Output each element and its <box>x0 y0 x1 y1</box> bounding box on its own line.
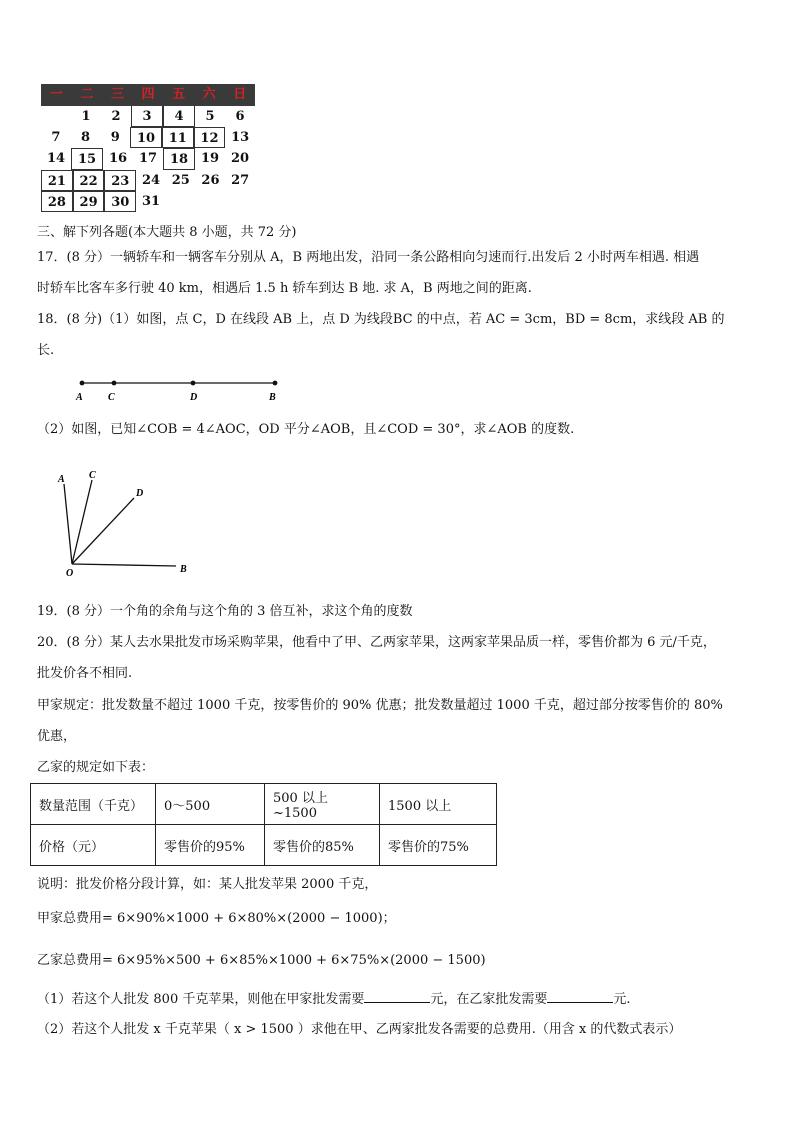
label-o: O <box>66 568 74 579</box>
day-cell: 6 <box>235 109 245 124</box>
point-c <box>112 381 117 386</box>
point-d <box>191 381 196 386</box>
q20-yi-formula: 乙家总费用= 6×95%×500 + 6×85%×1000 + 6×75%×(2000 − 1500) <box>37 953 486 968</box>
label-d: D <box>190 392 198 403</box>
day-cell: 7 <box>51 130 61 146</box>
weekday-label: 六 <box>202 87 216 102</box>
q20-sub1-text-a: （1）若这个人批发 800 千克苹果，则他在甲家批发需要 <box>37 992 365 1007</box>
day-cell: 27 <box>231 172 250 188</box>
day-cell <box>196 191 226 212</box>
day-cell: 1 <box>81 109 91 124</box>
calendar-row <box>41 106 255 127</box>
table-cell: 零售价的95% <box>156 825 265 866</box>
ray-ob <box>72 564 176 566</box>
answer-blank-jia[interactable] <box>364 990 430 1003</box>
q19-line: 19．(8 分）一个角的余角与这个角的 3 倍互补，求这个角的度数 <box>37 604 413 619</box>
day-cell <box>166 191 196 212</box>
day-cell: 30 <box>104 191 136 212</box>
label-b: B <box>180 564 187 575</box>
table-cell: 零售价的85% <box>265 825 380 866</box>
day-cell: 4 <box>163 106 195 127</box>
day-cell <box>225 191 255 212</box>
calendar <box>41 84 255 212</box>
answer-blank-yi[interactable] <box>547 990 613 1003</box>
table-cell: 500 以上~1500 <box>265 784 380 825</box>
table-cell: 零售价的75% <box>380 825 497 866</box>
day-cell: 9 <box>110 130 120 146</box>
day-cell: 18 <box>163 148 195 169</box>
label-a: A <box>58 474 65 485</box>
day-cell: 10 <box>130 127 162 148</box>
day-cell: 24 <box>141 172 161 188</box>
weekday-label: 三 <box>110 87 124 102</box>
q20-sub2: （2）若这个人批发 x 千克苹果（ x > 1500 ）求他在甲、乙两家批发各需要的总费用.（用含 x 的代数式表示） <box>37 1022 682 1037</box>
segment-figure <box>60 372 300 406</box>
q20-sub1-text-c: 元. <box>613 992 631 1007</box>
point-b <box>273 381 278 386</box>
q18-part2: （2）如图，已知∠COB = 4∠AOC，OD 平分∠AOB，且∠COD = 30°，求∠AOB 的度数. <box>37 422 575 437</box>
table-row <box>31 825 497 866</box>
weekday-label: 日 <box>233 87 247 102</box>
calendar-row <box>41 191 255 212</box>
q18-line2: 长. <box>37 343 55 358</box>
day-cell <box>41 106 71 127</box>
weekday-label: 二 <box>80 87 94 102</box>
day-cell: 8 <box>81 130 91 146</box>
q20-note: 说明：批发价格分段计算，如：某人批发苹果 2000 千克， <box>37 877 378 892</box>
q20-sub1 <box>37 990 631 1009</box>
label-b: B <box>269 392 276 403</box>
day-cell: 12 <box>194 127 226 148</box>
table-cell: 0～500 <box>156 784 265 825</box>
ray-oa <box>64 484 72 564</box>
angle-figure <box>52 466 202 580</box>
table-row <box>31 784 497 825</box>
q20-jia-rule-2: 优惠， <box>37 729 77 744</box>
calendar-row <box>41 170 255 191</box>
label-c: C <box>108 392 115 403</box>
day-cell: 3 <box>131 106 163 127</box>
day-cell: 31 <box>141 193 161 209</box>
day-cell: 29 <box>73 191 105 212</box>
calendar-header <box>41 84 255 106</box>
q20-line1: 20．(8 分）某人去水果批发市场采购苹果，他看中了甲、乙两家苹果，这两家苹果品质一样，零售价都为 6 元/千克， <box>37 635 716 650</box>
day-cell: 16 <box>108 151 128 167</box>
day-cell: 14 <box>46 151 66 167</box>
weekday-label: 五 <box>172 87 186 102</box>
table-cell: 数量范围（千克） <box>31 784 156 825</box>
weekday-label: 一 <box>49 87 63 102</box>
q20-line2: 批发价各不相同. <box>37 666 133 681</box>
label-a: A <box>76 392 83 403</box>
day-cell: 22 <box>73 170 105 191</box>
day-cell: 20 <box>230 151 250 167</box>
ray-oc <box>72 480 92 564</box>
day-cell: 19 <box>200 151 220 167</box>
day-cell: 13 <box>231 130 250 146</box>
q17-line1: 17．(8 分）一辆轿车和一辆客车分别从 A，B 两地出发，沿同一条公路相向匀速而行.出发后 2 小时两车相遇. 相遇 <box>37 250 700 265</box>
price-table <box>30 783 497 866</box>
day-cell: 2 <box>111 109 121 124</box>
label-d: D <box>136 488 144 499</box>
calendar-row <box>41 127 255 148</box>
day-cell: 15 <box>71 148 103 169</box>
day-cell: 11 <box>162 127 194 148</box>
q20-yi-intro: 乙家的规定如下表： <box>37 760 155 775</box>
weekday-label: 四 <box>141 87 155 102</box>
day-cell: 26 <box>201 172 220 188</box>
table-cell: 1500 以上 <box>380 784 497 825</box>
day-cell: 28 <box>41 191 73 212</box>
calendar-row <box>41 148 255 169</box>
day-cell: 25 <box>171 172 190 188</box>
table-cell: 价格（元） <box>31 825 156 866</box>
day-cell: 23 <box>104 170 136 191</box>
ray-od <box>72 498 134 564</box>
section-heading: 三、解下列各题(本大题共 8 小题，共 72 分) <box>37 225 297 240</box>
q20-sub1-text-b: 元，在乙家批发需要 <box>430 992 548 1007</box>
q20-jia-formula: 甲家总费用= 6×90%×1000 + 6×80%×(2000 − 1000)； <box>37 911 396 926</box>
label-c: C <box>89 470 96 481</box>
q17-line2: 时轿车比客车多行驶 40 km，相遇后 1.5 h 轿车到达 B 地. 求 A，B 两地之间的距离. <box>37 281 532 296</box>
q20-jia-rule-1: 甲家规定：批发数量不超过 1000 千克，按零售价的 90% 优惠；批发数量超过 1000 千克，超过部分按零售价的 80% <box>37 698 723 713</box>
day-cell: 21 <box>41 170 73 191</box>
day-cell: 5 <box>205 109 215 124</box>
point-a <box>80 381 85 386</box>
q18-line1: 18．(8 分)（1）如图，点 C，D 在线段 AB 上，点 D 为线段BC 的中点，若 AC = 3cm，BD = 8cm，求线段 AB 的 <box>37 312 725 327</box>
day-cell: 17 <box>138 151 158 167</box>
